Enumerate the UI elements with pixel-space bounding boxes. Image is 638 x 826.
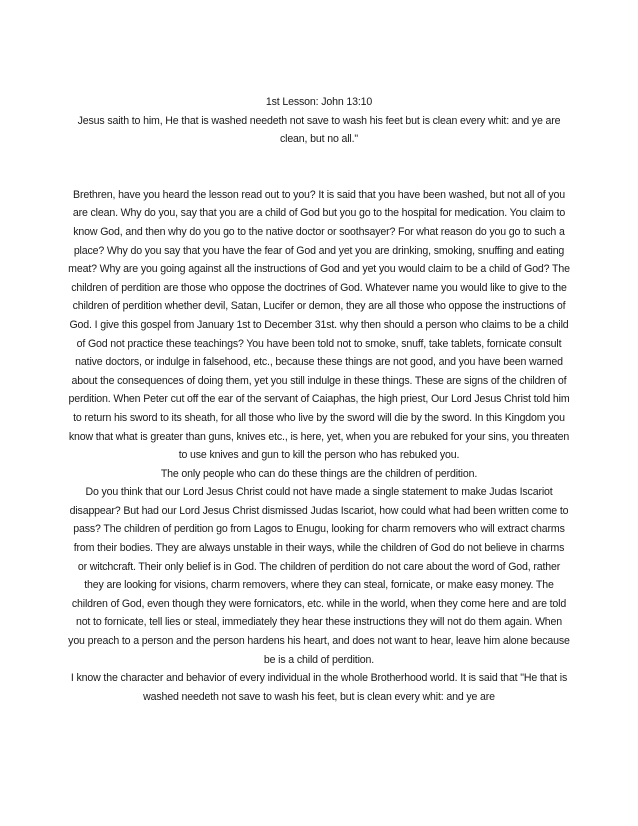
paragraph-children-of-perdition: The only people who can do these things are the children of perdition.	[160, 467, 478, 480]
paragraph-judas-iscariot: Do you think that our Lord Jesus Christ could not have made a single statement to make Judas Iscariot disappear? But had our Lord Jesus Christ dismissed Judas Iscariot, how could what had been written come to pass? The children of perdition go from Lagos to Enugu, looking for charm removers who will extract charms from their bodies. They are always unstable in their ways, while the children of God do not believe in charms or witchcraft. Their only belief is in God. The children of perdition do not care about the word of God, rather they are looking for visions, charm removers, where they can steal, fornicate, or make easy money. The children of God, even though they were fornicators, etc. while in the world, when they come here and are told not to fornicate, tell lies or steal, immediately they hear these instructions they will not do them again. When you preach to a person and the person hardens his heart, and does not want to hear, leave him alone because be is a child of perdition.	[68, 486, 570, 666]
paragraph-character: I know the character and behavior of every individual in the whole Brotherhood world. It is said that "He that is washed needeth not save to wash his feet, but is clean every whit: and ye are	[70, 672, 568, 703]
paragraph-brethren: Brethren, have you heard the lesson read out to you? It is said that you have been washed, but not all of you are clean. Why do you, say that you are a child of God but you go to the hospital for medication. You claim to know God, and then why do you go to the native doctor or soothsayer? For what reason do you go to such a place? Why do you say that you have the fear of God and yet you are drinking, smoking, snuffing and eating meat? Why are you going against all the instructions of God and yet you would claim to be a child of God? The children of perdition are those who oppose the doctrines of God. Whatever name you would like to give to the children of perdition whether devil, Satan, Lucifer or demon, they are all those who oppose the instructions of God. I give this gospel from January 1st to December 31st. why then should a person who claims to be a child of God not practice these teachings? You have been told not to smoke, snuff, take tablets, fornicate consult native doctors, or indulge in falsehood, etc., because these things are not good, and you have been warned about the consequences of doing them, yet you still indulge in these things. These are signs of the children of perdition. When Peter cut off the ear of the servant of Caiaphas, the high priest, Our Lord Jesus Christ told him to return his sword to its sheath, for all those who live by the sword will die by the sword. In this Kingdom you know that what is greater than guns, knives etc., is here, yet, when you are rebuked for your sins, you threaten to use knives and gun to kill the person who has rebuked you.	[68, 188, 570, 462]
lesson-verse: Jesus saith to him, He that is washed needeth not save to wash his feet but is clean every whit: and ye are clean, but no all."	[77, 114, 561, 146]
lesson-header	[68, 93, 570, 149]
lesson-title: 1st Lesson: John 13:10	[265, 96, 373, 108]
document-page	[68, 93, 570, 706]
